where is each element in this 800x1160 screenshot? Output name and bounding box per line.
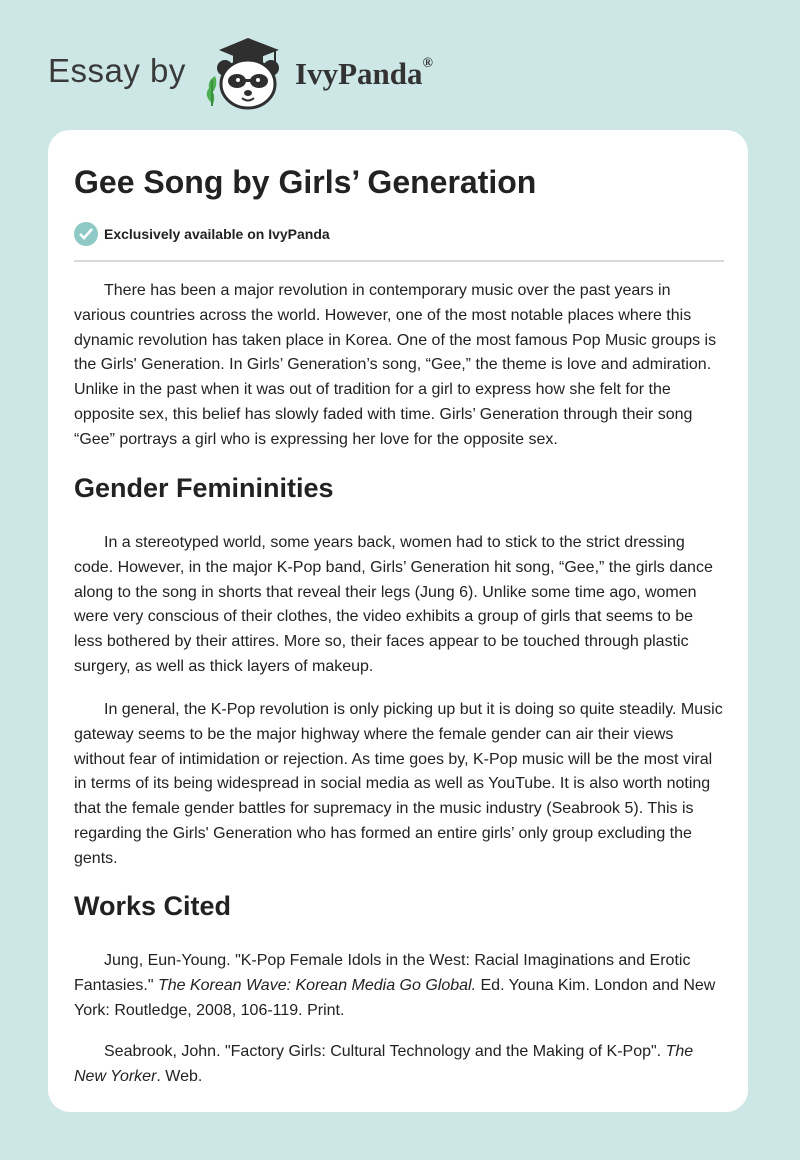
section-heading-gender: Gender Femininities [74, 473, 334, 503]
essay-by-label: Essay by [48, 52, 186, 89]
citation-seabrook: Seabrook, John. "Factory Girls: Cultural Technology and the Making of K-Pop". The New Yorker. Web. [74, 1043, 694, 1085]
intro-paragraph: There has been a major revolution in contemporary music over the past years in various countries across the world. However, one of the most notable places where this dynamic revolution has taken place in Korea. One of the most famous Pop Music groups is the Girls' Generation. In Girls’ Generation’s song, “Gee,” the theme is love and admiration. Unlike in the past when it was out of tradition for a girl to express how she felt for the opposite sex, this belief has slowly faded with time. Girls’ Generation through their song “Gee” portrays a girl who is expressing her love for the opposite sex. [74, 282, 717, 448]
citation-seabrook-title: The New Yorker [74, 1043, 694, 1085]
panda-logo-icon[interactable] [203, 34, 293, 110]
divider [74, 260, 724, 262]
citation-jung-title: The Korean Wave: Korean Media Go Global. [157, 976, 477, 994]
brand-name[interactable]: IvyPanda® [295, 55, 433, 91]
section-heading-works-cited: Works Cited [74, 891, 232, 921]
registered-mark: ® [422, 55, 433, 71]
site-header [48, 34, 748, 114]
essay-card [48, 130, 748, 1112]
page-title: Gee Song by Girls’ Generation [74, 164, 537, 200]
citation-jung: Jung, Eun-Young. "K-Pop Female Idols in the West: Racial Imaginations and Erotic Fantasies." The Korean Wave: Korean Media Go Global. Ed. Youna Kim. London and New York: Routledge, 2008, 106-119. Print. [74, 952, 716, 1019]
availability-text: Exclusively available on IvyPanda [104, 226, 330, 242]
body-paragraph-1: In a stereotyped world, some years back, women had to stick to the strict dressing code. However, in the major K-Pop band, Girls’ Generation hit song, “Gee,” the girls dance along to the song in shorts that reveal their legs (Jung 6). Unlike some time ago, women were very conscious of their clothes, the video exhibits a group of girls that seems to be less bothered by their attires. More so, their faces appear to be touched through plastic surgery, as well as thick layers of makeup. [74, 534, 713, 675]
availability-row [74, 221, 330, 247]
body-paragraph-2: In general, the K-Pop revolution is only picking up but it is doing so quite steadily. Music gateway seems to be the major highway where the female gender can air their views without fear of intimidation or rejection. As time goes by, K-Pop music will be the most viral in terms of its being widespread in social media as well as YouTube. It is also worth noting that the female gender battles for supremacy in the music industry (Seabrook 5). This is regarding the Girls' Generation who has formed an entire girls’ only group excluding the gents. [74, 701, 723, 867]
check-circle-icon [74, 222, 98, 246]
